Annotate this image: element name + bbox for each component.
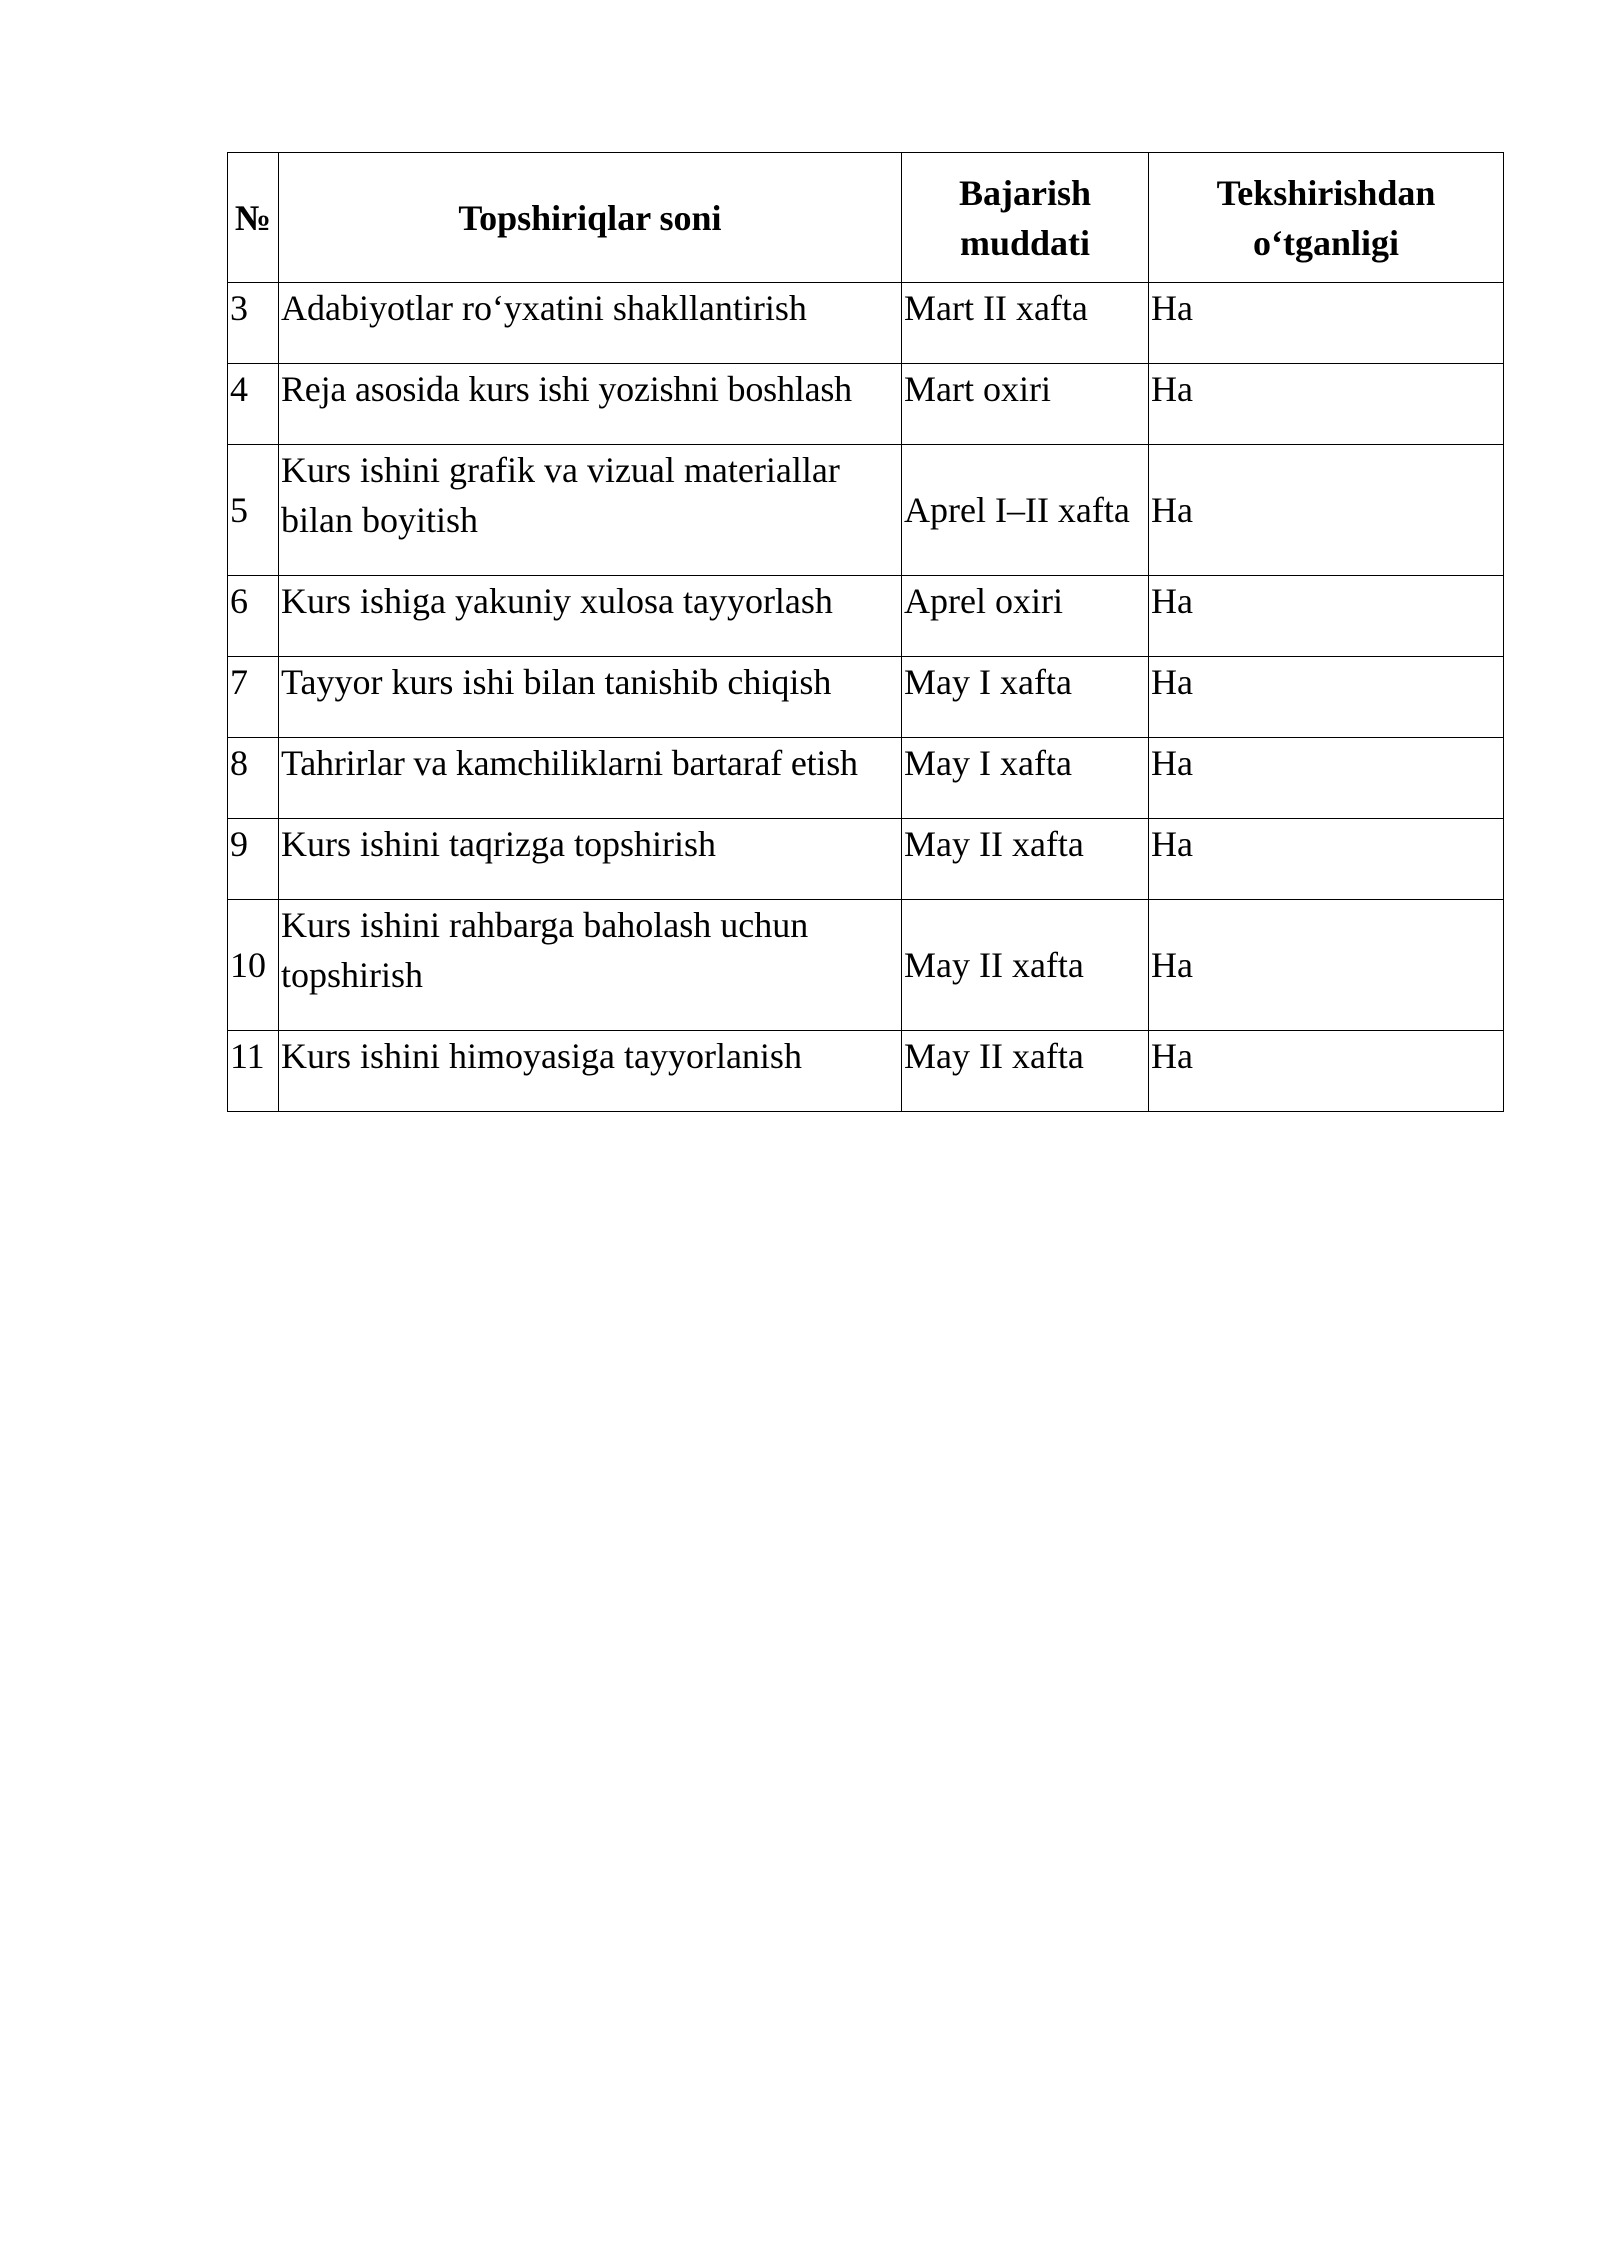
row-number: 7: [228, 657, 279, 738]
row-task: Tahrirlar va kamchiliklarni bartaraf etish: [279, 738, 902, 819]
row-checked: Ha: [1149, 1031, 1504, 1112]
table-row: [228, 900, 1504, 1031]
header-checked: [1149, 153, 1504, 283]
row-number: 6: [228, 576, 279, 657]
row-checked: Ha: [1149, 283, 1504, 364]
row-deadline: Aprel oxiri: [902, 576, 1149, 657]
table-row: [228, 657, 1504, 738]
row-task: Kurs ishiga yakuniy xulosa tayyorlash: [279, 576, 902, 657]
table-row: [228, 445, 1504, 576]
row-number: 11: [228, 1031, 279, 1112]
row-checked: Ha: [1149, 900, 1504, 1031]
header-checked-line1: Tekshirishdan: [1216, 172, 1436, 213]
row-task: Kurs ishini taqrizga topshirish: [279, 819, 902, 900]
row-number: 9: [228, 819, 279, 900]
row-checked: Ha: [1149, 445, 1504, 576]
row-task: Kurs ishini grafik va vizual materiallar bilan boyitish: [279, 445, 902, 576]
row-deadline: Mart oxiri: [902, 364, 1149, 445]
task-schedule-table: [227, 152, 1504, 1112]
row-number: 5: [228, 445, 279, 576]
row-number: 10: [228, 900, 279, 1031]
row-checked: Ha: [1149, 364, 1504, 445]
row-task: Kurs ishini himoyasiga tayyorlanish: [279, 1031, 902, 1112]
row-deadline: May II xafta: [902, 900, 1149, 1031]
row-checked: Ha: [1149, 657, 1504, 738]
row-checked: Ha: [1149, 819, 1504, 900]
header-checked-line2: o‘tganligi: [1252, 222, 1399, 263]
row-checked: Ha: [1149, 738, 1504, 819]
row-number: 8: [228, 738, 279, 819]
row-deadline: May I xafta: [902, 738, 1149, 819]
row-number: 3: [228, 283, 279, 364]
row-deadline: May II xafta: [902, 1031, 1149, 1112]
table-row: [228, 819, 1504, 900]
row-task: Adabiyotlar ro‘yxatini shakllantirish: [279, 283, 902, 364]
row-task: Reja asosida kurs ishi yozishni boshlash: [279, 364, 902, 445]
row-deadline: May I xafta: [902, 657, 1149, 738]
header-tasks: Topshiriqlar soni: [279, 153, 902, 283]
row-task: Kurs ishini rahbarga baholash uchun topshirish: [279, 900, 902, 1031]
header-deadline: [902, 153, 1149, 283]
row-deadline: Aprel I–II xafta: [902, 445, 1149, 576]
table-row: [228, 364, 1504, 445]
table-row: [228, 283, 1504, 364]
header-deadline-line1: Bajarish: [958, 172, 1091, 213]
table-row: [228, 738, 1504, 819]
table-row: [228, 1031, 1504, 1112]
header-deadline-line2: muddati: [959, 222, 1091, 263]
row-number: 4: [228, 364, 279, 445]
row-deadline: May II xafta: [902, 819, 1149, 900]
row-deadline: Mart II xafta: [902, 283, 1149, 364]
table-header-row: [228, 153, 1504, 283]
header-number: №: [228, 153, 279, 283]
row-checked: Ha: [1149, 576, 1504, 657]
row-task: Tayyor kurs ishi bilan tanishib chiqish: [279, 657, 902, 738]
table-row: [228, 576, 1504, 657]
